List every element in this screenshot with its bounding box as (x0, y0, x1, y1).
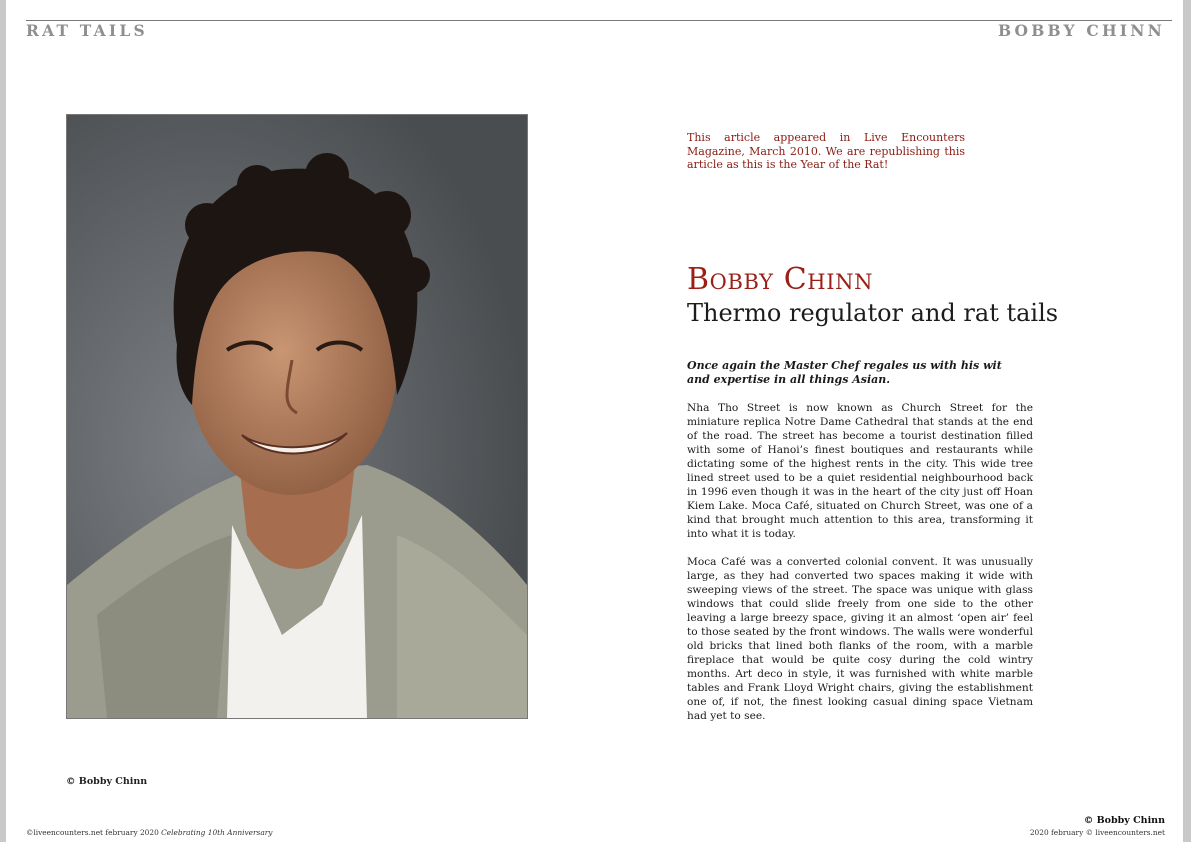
article-standfirst: Once again the Master Chef regales us with his wit and expertise in all things Asian. (687, 359, 1002, 386)
article-title: Thermo regulator and rat tails (687, 299, 1059, 327)
article-author: Bobby Chinn (687, 262, 874, 297)
body-paragraph: Nha Tho Street is now known as Church Street for the miniature replica Notre Dame Cathedral that stands at the end of the road. The street has become a tourist destination filled with some of Hanoi’s finest boutiques and restaurants while dictating some of the highest rents in the city. This wide tree lined street used to be a quiet residential neighbourhood back in 1996 even though it was in the heart of the city just off Hoan Kiem Lake. Moca Café, situated on Church Street, was one of a kind that brought much attention to this area, transforming it into what it is today. (687, 402, 1033, 540)
section-title: RAT TAILS (26, 21, 148, 40)
footer-right: 2020 february © liveencounters.net (1029, 828, 1165, 837)
photo-credit: © Bobby Chinn (66, 776, 148, 787)
page-credit: © Bobby Chinn (1083, 815, 1165, 826)
republication-note: This article appeared in Live Encounters Magazine, March 2010. We are republishing this article as this is the Year of the Rat! (687, 131, 965, 171)
portrait-illustration (67, 115, 527, 718)
magazine-page (6, 0, 1183, 842)
footer-left-anniversary: Celebrating 10th Anniversary (161, 828, 273, 837)
footer-left-main: ©liveencounters.net february 2020 (26, 828, 162, 837)
body-paragraph: Moca Café was a converted colonial convent. It was unusually large, as they had converted two spaces making it wide with sweeping views of the street. The space was unique with glass windows that could slide freely from one side to the other leaving a large breezy space, giving it an almost ‘open air’ feel to those seated by the front windows. The walls were wonderful old bricks that lined both flanks of the room, with a marble fireplace that would be quite cosy during the cold wintry months. Art deco in style, it was furnished with white marble tables and Frank Lloyd Wright chairs, giving the establishment one of, if not, the finest looking casual dining space Vietnam had yet to see. (687, 556, 1033, 722)
author-portrait (66, 114, 528, 719)
author-running-head: BOBBY CHINN (997, 21, 1165, 40)
footer-left (26, 828, 272, 837)
